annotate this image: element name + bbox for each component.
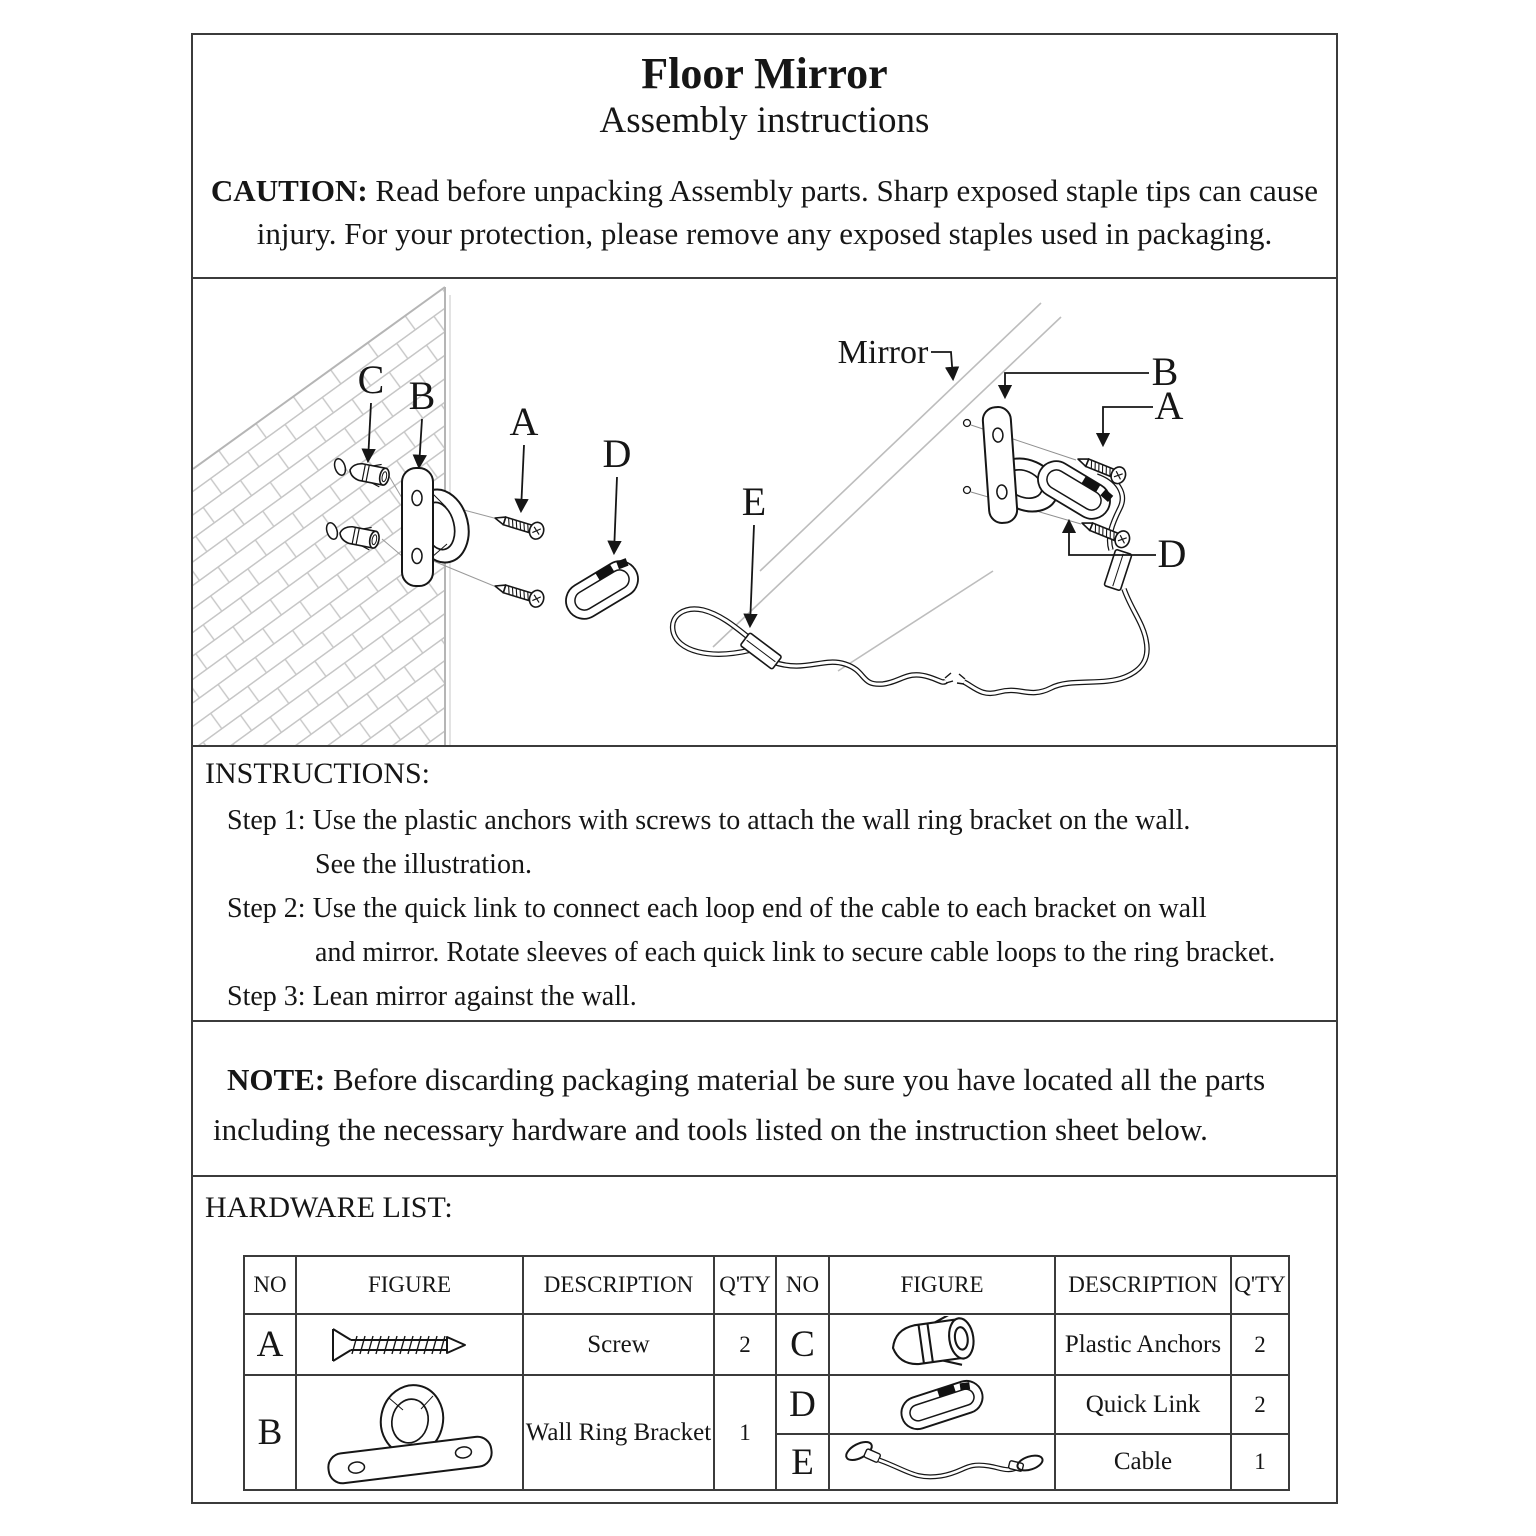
figure-screw-icon [296, 1314, 523, 1375]
part-no-a: A [244, 1314, 296, 1375]
part-qty-quick-link: 2 [1231, 1375, 1289, 1434]
screw-upper [493, 510, 546, 541]
label-a-right-text: A [1154, 383, 1184, 428]
col-header-figure-2: FIGURE [829, 1256, 1055, 1314]
label-cable-e [742, 479, 766, 626]
step-3-label: Step 3: [227, 981, 306, 1012]
caution-line-1: CAUTION: Read before unpacking Assembly parts. Sharp exposed staple tips can cause [210, 173, 1319, 208]
step-3-text: Lean mirror against the wall. [312, 981, 637, 1012]
hardware-row-b-d [244, 1375, 1289, 1434]
figure-plastic-anchor-icon [829, 1314, 1055, 1375]
caution-paragraph [193, 169, 1336, 255]
note-label: NOTE: [227, 1062, 326, 1097]
step-3-line [227, 975, 1336, 1019]
part-no-d: D [776, 1375, 829, 1434]
hardware-header-row [244, 1256, 1289, 1314]
col-header-description: DESCRIPTION [523, 1256, 714, 1314]
note-line-1: NOTE: Before discarding packaging material be sure you have located all the parts [227, 1062, 1266, 1097]
label-e-text: E [741, 479, 767, 524]
caution-line-2: injury. For your protection, please remove any exposed staples used in packaging. [256, 216, 1273, 251]
page-title: Floor Mirror [641, 49, 888, 98]
step-1-label: Step 1: [227, 805, 306, 836]
col-header-no-2: NO [776, 1256, 829, 1314]
instruction-sheet-page [191, 33, 1338, 1504]
part-no-e: E [776, 1434, 829, 1490]
assembly-diagram [193, 279, 1336, 745]
diagram-section [193, 279, 1336, 747]
label-c-text: C [357, 357, 385, 402]
part-desc-cable: Cable [1055, 1434, 1231, 1490]
screw-right-lower [1079, 515, 1132, 550]
page-subtitle: Assembly instructions [599, 100, 930, 141]
part-qty-plastic-anchors: 2 [1231, 1314, 1289, 1375]
figure-cable-icon [829, 1434, 1055, 1490]
instructions-heading: INSTRUCTIONS: [205, 757, 431, 790]
col-header-figure: FIGURE [296, 1256, 523, 1314]
label-mirror [838, 334, 953, 379]
step-1-continuation: See the illustration. [315, 849, 532, 880]
step-2-label: Step 2: [227, 893, 306, 924]
cable-part [673, 609, 953, 684]
caution-label: CAUTION: [210, 173, 368, 208]
label-screw-a-right [1103, 383, 1184, 445]
note-section [193, 1022, 1336, 1177]
col-header-description-2: DESCRIPTION [1055, 1256, 1231, 1314]
part-no-c: C [776, 1314, 829, 1375]
screw-lower [493, 578, 546, 609]
hardware-table [243, 1255, 1290, 1491]
hardware-list-heading: HARDWARE LIST: [205, 1191, 453, 1224]
part-desc-wall-ring-bracket: Wall Ring Bracket [523, 1375, 714, 1490]
step-2-line [227, 887, 1336, 931]
label-quick-link-d [603, 431, 632, 553]
col-header-qty-2: Q'TY [1231, 1256, 1289, 1314]
step-2-text: Use the quick link to connect each loop end of the cable to each bracket on wall [312, 893, 1207, 924]
hardware-row-a-c [244, 1314, 1289, 1375]
part-desc-quick-link: Quick Link [1055, 1375, 1231, 1434]
part-qty-wall-ring-bracket: 1 [714, 1375, 776, 1490]
col-header-no: NO [244, 1256, 296, 1314]
title-section [193, 35, 1336, 279]
instructions-section [193, 747, 1336, 1022]
col-header-qty: Q'TY [714, 1256, 776, 1314]
quick-link-part [559, 554, 644, 625]
label-b-text: B [408, 373, 436, 418]
part-desc-screw: Screw [523, 1314, 714, 1375]
label-a-text: A [509, 399, 539, 444]
part-no-b: B [244, 1375, 296, 1490]
label-d-right-text: D [1157, 531, 1187, 576]
part-qty-screw: 2 [714, 1314, 776, 1375]
step-1-text: Use the plastic anchors with screws to attach the wall ring bracket on the wall. [312, 805, 1191, 836]
instructions-steps [227, 799, 1336, 1019]
note-line-2: including the necessary hardware and tools listed on the instruction sheet below. [213, 1112, 1208, 1147]
part-qty-cable: 1 [1231, 1434, 1289, 1490]
label-d-text: D [602, 431, 632, 476]
step-1-line [227, 799, 1336, 843]
figure-quick-link-icon [829, 1375, 1055, 1434]
figure-wall-ring-bracket-icon [296, 1375, 523, 1490]
label-bracket-b-right [1005, 349, 1178, 397]
label-b-right-text: B [1151, 349, 1179, 394]
hardware-section [193, 1177, 1336, 1506]
label-screw-a [510, 399, 539, 511]
part-desc-plastic-anchors: Plastic Anchors [1055, 1314, 1231, 1375]
step-2-continuation: and mirror. Rotate sleeves of each quick link to secure cable loops to the ring bracket. [315, 937, 1276, 968]
mirror-label-text: Mirror [837, 334, 929, 371]
